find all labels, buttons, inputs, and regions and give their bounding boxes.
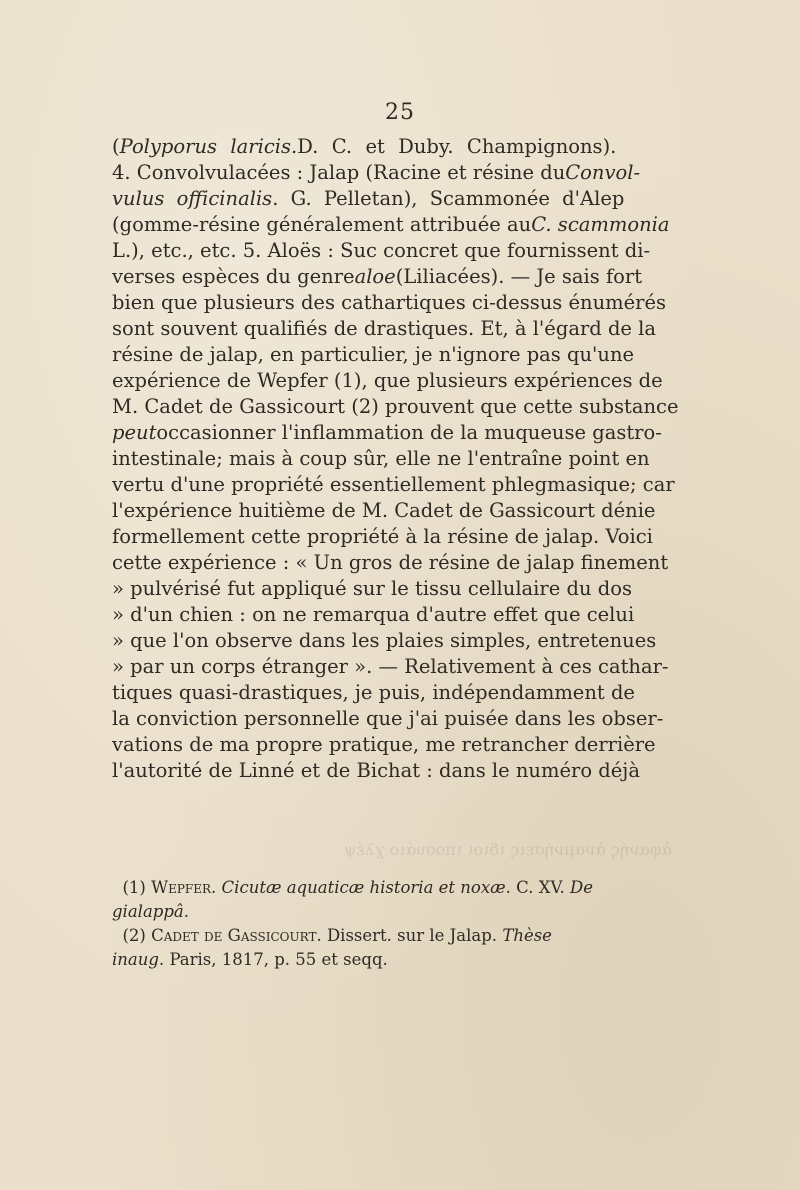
text-line: verses espèces du genrealoe(Liliacées). — Je sais fort [112, 265, 643, 288]
text-line: » par un corps étranger ». — Relativement à ces cathar- [112, 655, 669, 678]
text-line: vertu d'une propriété essentiellement phlegmasique; car [112, 473, 675, 496]
body-text [112, 134, 679, 784]
text-line: cette expérience : « Un gros de résine de jalap finement [112, 551, 669, 574]
text-line: 4. Convolvulacées : Jalap (Racine et résine duConvol- [112, 161, 641, 184]
footnote-1-cont: gialappâ. [112, 902, 189, 921]
text-line: vulus officinalis. G. Pelletan), Scammonée d'Alep [112, 187, 625, 210]
text-line: sont souvent qualifiés de drastiques. Et, à l'égard de la [112, 317, 657, 340]
text-line: l'autorité de Linné et de Bichat : dans le numéro déjà [112, 759, 640, 782]
text-line: résine de jalap, en particulier, je n'ignore pas qu'une [112, 343, 635, 366]
footnote-2: (2) Cadet de Gassicourt. Dissert. sur le Jalap. Thèse [122, 926, 552, 945]
text-line: l'expérience huitième de M. Cadet de Gassicourt dénie [112, 499, 656, 522]
text-line: (Polyporus laricis.D. C. et Duby. Champignons). [112, 135, 617, 158]
text-line: peutoccasionner l'inflammation de la muqueuse gastro- [112, 421, 662, 444]
footnotes [112, 876, 624, 972]
page-number: 25 [385, 100, 415, 125]
text-line: tiques quasi-drastiques, je puis, indépendamment de [112, 681, 635, 704]
show-through-text: ἀφανής ἀναμνήσεις ιδιοι ιποουάιο χλέψ [343, 840, 672, 859]
text-line: (gomme-résine généralement attribuée auC. scammonia [112, 213, 670, 236]
text-line: » que l'on observe dans les plaies simples, entretenues [112, 629, 657, 652]
footnote-1: (1) Wepfer. Cicutæ aquaticæ historia et noxæ. C. XV. De [122, 878, 593, 897]
text-line: L.), etc., etc. 5. Aloës : Suc concret que fournissent di- [112, 239, 651, 262]
text-line: vations de ma propre pratique, me retrancher derrière [112, 733, 656, 756]
text-line: expérience de Wepfer (1), que plusieurs expériences de [112, 369, 663, 392]
text-line: formellement cette propriété à la résine de jalap. Voici [112, 525, 653, 548]
text-line: intestinale; mais à coup sûr, elle ne l'entraîne point en [112, 447, 650, 470]
text-line: la conviction personnelle que j'ai puisée dans les obser- [112, 707, 664, 730]
text-line: bien que plusieurs des cathartiques ci-dessus énumérés [112, 291, 667, 314]
footnote-2-cont: inaug. Paris, 1817, p. 55 et seqq. [112, 950, 388, 969]
text-line: » d'un chien : on ne remarqua d'autre effet que celui [112, 603, 635, 626]
text-line: M. Cadet de Gassicourt (2) prouvent que cette substance [112, 395, 679, 418]
text-line: » pulvérisé fut appliqué sur le tissu cellulaire du dos [112, 577, 632, 600]
